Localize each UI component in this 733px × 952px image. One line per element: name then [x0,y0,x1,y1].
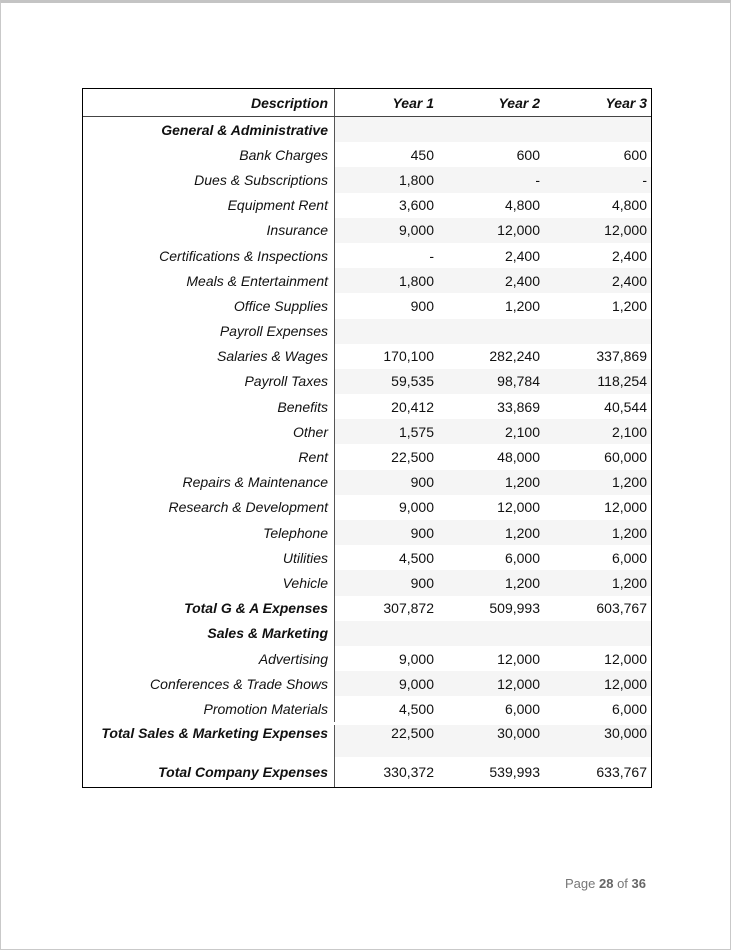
row-value-y1: 4,500 [398,549,434,566]
row-value-y3 [544,319,651,344]
row-value-y3: 12,000 [604,650,647,667]
row-value-y3: 6,000 [611,549,647,566]
row-value-y2: 600 [516,146,540,163]
table-row [83,757,651,787]
table-row [83,319,651,344]
row-value-y2: 6,000 [504,549,540,566]
table-row [83,419,651,444]
row-value-y2 [438,319,544,344]
header-year-3: Year 3 [605,94,647,111]
row-label: Repairs & Maintenance [83,470,335,495]
row-label: Total Sales & Marketing Expenses [83,725,335,757]
table-row [83,545,651,570]
row-value-y3: 600 [623,146,647,163]
row-label: Utilities [83,545,335,570]
row-value-y1: - [429,247,434,264]
table-row [83,444,651,469]
row-value-y2: 30,000 [438,725,544,757]
row-label: Certifications & Inspections [83,243,335,268]
table-row [83,369,651,394]
table-row [83,167,651,192]
row-value-y1: 450 [410,146,434,163]
table-body [83,117,651,787]
row-value-y3: 12,000 [604,499,647,516]
table-header-row [83,89,651,117]
row-value-y3: 60,000 [604,449,647,466]
row-value-y3: 337,869 [596,348,647,365]
row-value-y1: 9,000 [398,650,434,667]
row-value-y2: 6,000 [504,700,540,717]
row-value-y2: 12,000 [497,499,540,516]
table-row [83,696,651,721]
row-label: Sales & Marketing [83,621,335,646]
row-value-y1: 22,500 [335,725,438,757]
row-label: Meals & Entertainment [83,268,335,293]
row-value-y3: 2,400 [611,247,647,264]
page-of: of [617,876,628,891]
row-label: Research & Development [83,495,335,520]
table-row [83,243,651,268]
row-label: Salaries & Wages [83,344,335,369]
row-value-y1: 900 [335,470,438,495]
row-value-y1: 1,800 [335,268,438,293]
row-value-y1: 1,800 [335,167,438,192]
row-value-y2: 1,200 [504,297,540,314]
row-value-y1 [335,621,438,646]
row-value-y1: 307,872 [383,600,434,617]
row-value-y2: 1,200 [438,470,544,495]
row-value-y3: 12,000 [544,671,651,696]
table-row [83,394,651,419]
row-value-y2: 48,000 [497,449,540,466]
table-row [83,596,651,621]
page-total: 36 [631,876,646,891]
table-row [83,671,651,696]
table-row [83,722,651,757]
row-value-y2: 12,000 [438,671,544,696]
row-value-y3: 6,000 [611,700,647,717]
row-label: General & Administrative [83,117,335,142]
table-row [83,218,651,243]
row-value-y1: 9,000 [398,499,434,516]
table-row [83,268,651,293]
table-row [83,495,651,520]
row-value-y3: 1,200 [544,470,651,495]
row-value-y1: 170,100 [383,348,434,365]
table-row [83,646,651,671]
row-value-y3: 2,400 [544,268,651,293]
row-value-y1: 330,372 [383,763,434,780]
row-value-y3: 12,000 [544,218,651,243]
row-value-y2: 282,240 [489,348,540,365]
row-value-y2: 33,869 [497,398,540,415]
row-value-y1 [335,319,438,344]
row-value-y2: 2,400 [438,268,544,293]
row-value-y1: 1,575 [335,419,438,444]
header-description: Description [83,89,335,116]
page-prefix: Page [564,876,596,891]
row-value-y2: 1,200 [438,570,544,595]
row-value-y2: 12,000 [438,218,544,243]
row-value-y3: 1,200 [611,297,647,314]
row-label: Total Company Expenses [83,757,335,787]
table-row [83,293,651,318]
table-row [83,142,651,167]
row-label: Office Supplies [83,293,335,318]
row-value-y1: 4,500 [398,700,434,717]
page-current: 28 [598,876,614,891]
row-label: Advertising [83,646,335,671]
row-value-y2 [438,621,544,646]
expense-table [82,88,652,788]
row-label: Equipment Rent [83,193,335,218]
row-value-y3 [544,117,651,142]
table-row [83,193,651,218]
row-label: Promotion Materials [83,696,335,721]
row-value-y2: 509,993 [489,600,540,617]
row-label: Other [83,419,335,444]
row-value-y2: 4,800 [504,197,540,214]
row-value-y3: 1,200 [544,520,651,545]
row-label: Rent [83,444,335,469]
row-value-y1: 9,000 [335,671,438,696]
row-value-y3: 2,100 [544,419,651,444]
table-row [83,520,651,545]
table-row [83,621,651,646]
row-label: Total G & A Expenses [83,596,335,621]
row-label: Payroll Expenses [83,319,335,344]
row-label: Benefits [83,394,335,419]
row-value-y2: 2,400 [504,247,540,264]
row-value-y1 [335,117,438,142]
row-value-y2 [438,117,544,142]
row-value-y1: 3,600 [398,197,434,214]
row-label: Vehicle [83,570,335,595]
row-value-y2: 98,784 [438,369,544,394]
row-value-y3: 30,000 [544,725,651,757]
table-row [83,470,651,495]
row-label: Payroll Taxes [83,369,335,394]
row-value-y3: 633,767 [596,763,647,780]
row-value-y3: 118,254 [544,369,651,394]
table-row [83,117,651,142]
row-label: Insurance [83,218,335,243]
header-year-2: Year 2 [498,94,540,111]
row-label: Bank Charges [83,142,335,167]
row-value-y1: 900 [335,570,438,595]
table-row [83,344,651,369]
row-value-y2: 12,000 [497,650,540,667]
row-value-y3: 40,544 [604,398,647,415]
row-label: Conferences & Trade Shows [83,671,335,696]
row-value-y1: 59,535 [335,369,438,394]
row-value-y1: 900 [410,297,434,314]
row-label: Dues & Subscriptions [83,167,335,192]
row-value-y1: 20,412 [391,398,434,415]
row-value-y2: 1,200 [438,520,544,545]
row-value-y2: 2,100 [438,419,544,444]
header-year-1: Year 1 [392,94,434,111]
row-value-y1: 22,500 [391,449,434,466]
row-value-y3: 4,800 [611,197,647,214]
row-value-y3: 603,767 [596,600,647,617]
row-value-y1: 9,000 [335,218,438,243]
row-value-y3 [544,621,651,646]
row-value-y3: - [544,167,651,192]
table-row [83,570,651,595]
row-label: Telephone [83,520,335,545]
row-value-y2: - [438,167,544,192]
row-value-y2: 539,993 [489,763,540,780]
row-value-y3: 1,200 [544,570,651,595]
row-value-y1: 900 [335,520,438,545]
page-number [565,876,646,891]
